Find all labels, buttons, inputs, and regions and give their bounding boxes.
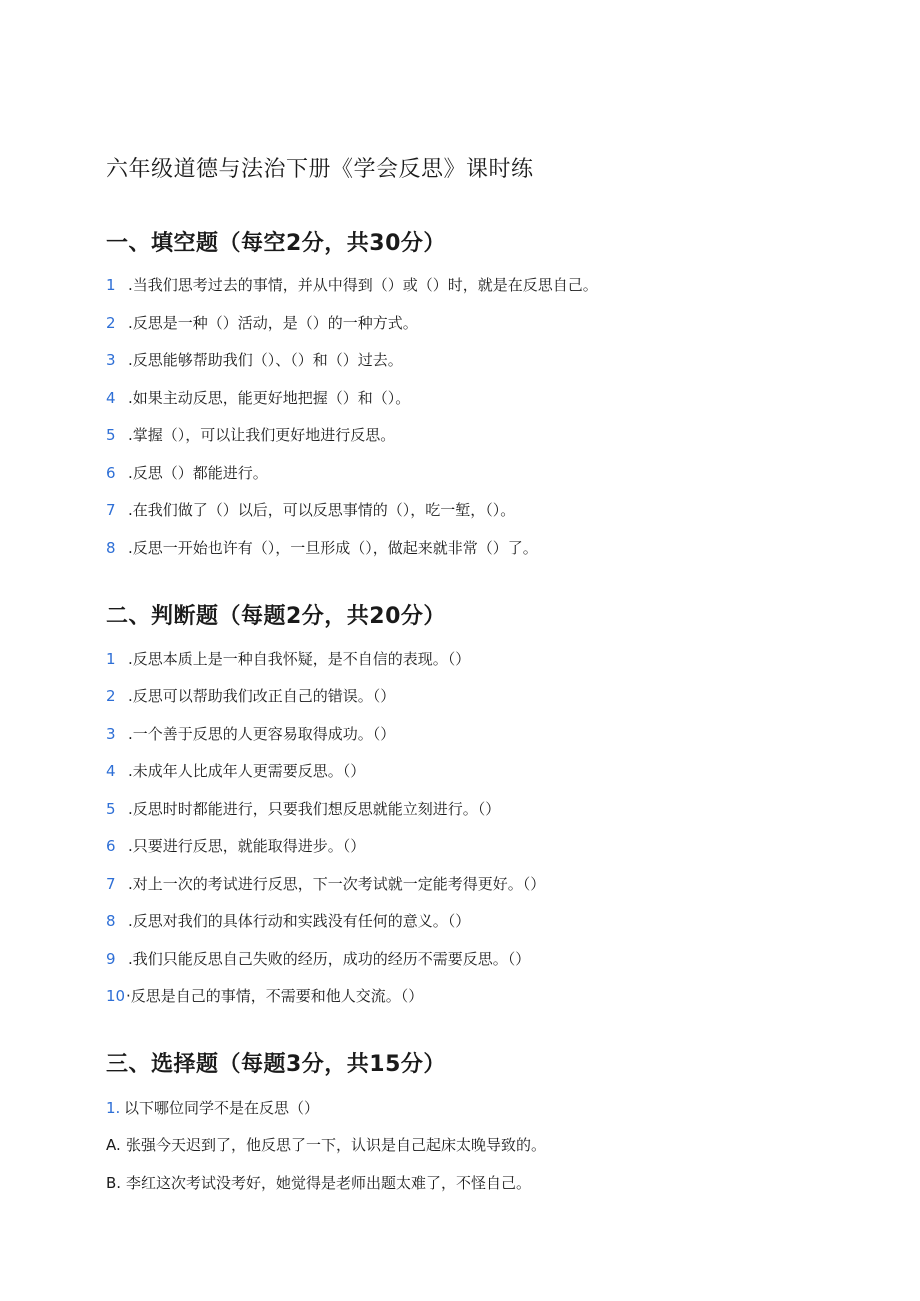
section-heading-fill-blank: 一、填空题（每空2分，共30分）	[106, 231, 446, 256]
question-item	[106, 910, 470, 932]
question-item	[106, 424, 395, 446]
question-number: 10	[106, 987, 126, 1005]
question-text: .当我们思考过去的事情，并从中得到（）或（）时，就是在反思自己。	[128, 276, 598, 294]
question-number: 5	[106, 800, 116, 818]
question-item	[106, 312, 418, 334]
section-heading-multiple-choice: 三、选择题（每题3分，共15分）	[106, 1052, 446, 1077]
question-number: 6	[106, 464, 116, 482]
question-text: .反思本质上是一种自我怀疑，是不自信的表现。（）	[128, 650, 471, 668]
question-text: .未成年人比成年人更需要反思。（）	[128, 762, 366, 780]
question-item	[106, 760, 365, 782]
question-number: 1	[106, 650, 116, 668]
question-number: 8	[106, 912, 116, 930]
choice-option	[106, 1134, 546, 1156]
question-item	[106, 723, 395, 745]
question-item	[106, 648, 470, 670]
question-number: 3	[106, 725, 116, 743]
question-item	[106, 274, 598, 296]
question-item	[106, 948, 530, 970]
question-number: 8	[106, 539, 116, 557]
question-item	[106, 537, 538, 559]
question-number: 5	[106, 426, 116, 444]
question-number: 9	[106, 950, 116, 968]
option-letter: A.	[106, 1136, 121, 1154]
question-item	[106, 387, 410, 409]
question-text: ·反思是自己的事情，不需要和他人交流。（）	[126, 987, 424, 1005]
question-number: 7	[106, 501, 116, 519]
question-text: .反思（）都能进行。	[128, 464, 268, 482]
question-number: 7	[106, 875, 116, 893]
question-text: .反思能够帮助我们（）、（）和（）过去。	[128, 351, 403, 369]
question-item	[106, 985, 423, 1007]
question-item	[106, 798, 500, 820]
question-item	[106, 462, 268, 484]
question-text: 以下哪位同学不是在反思（）	[124, 1099, 320, 1117]
question-text: .对上一次的考试进行反思，下一次考试就一定能考得更好。（）	[128, 875, 546, 893]
section-heading-true-false: 二、判断题（每题2分，共20分）	[106, 604, 446, 629]
question-number: 1.	[106, 1099, 121, 1117]
question-item	[106, 499, 515, 521]
question-text: .只要进行反思，就能取得进步。（）	[128, 837, 366, 855]
choice-option	[106, 1172, 531, 1194]
question-number: 1	[106, 276, 116, 294]
question-text: .反思可以帮助我们改正自己的错误。（）	[128, 687, 396, 705]
question-number: 4	[106, 389, 116, 407]
option-text: 李红这次考试没考好，她觉得是老师出题太难了，不怪自己。	[126, 1174, 532, 1192]
question-text: .反思是一种（）活动，是（）的一种方式。	[128, 314, 418, 332]
question-text: .反思对我们的具体行动和实践没有任何的意义。（）	[128, 912, 471, 930]
question-text: .如果主动反思，能更好地把握（）和（）。	[128, 389, 411, 407]
option-text: 张强今天迟到了，他反思了一下，认识是自己起床太晚导致的。	[126, 1136, 547, 1154]
question-text: .反思一开始也许有（），一旦形成（），做起来就非常（）了。	[128, 539, 538, 557]
question-text: .反思时时都能进行，只要我们想反思就能立刻进行。（）	[128, 800, 501, 818]
question-number: 2	[106, 314, 116, 332]
question-number: 4	[106, 762, 116, 780]
question-text: .在我们做了（）以后，可以反思事情的（），吃一堑，（）。	[128, 501, 516, 519]
question-text: .我们只能反思自己失败的经历，成功的经历不需要反思。（）	[128, 950, 531, 968]
option-letter: B.	[106, 1174, 122, 1192]
question-text: .掌握（），可以让我们更好地进行反思。	[128, 426, 396, 444]
question-item	[106, 1097, 319, 1119]
question-number: 6	[106, 837, 116, 855]
question-number: 2	[106, 687, 116, 705]
question-item	[106, 835, 365, 857]
page-title: 六年级道德与法治下册《学会反思》课时练	[106, 157, 534, 182]
question-text: .一个善于反思的人更容易取得成功。（）	[128, 725, 396, 743]
question-item	[106, 349, 403, 371]
question-item	[106, 873, 545, 895]
question-item	[106, 685, 395, 707]
question-number: 3	[106, 351, 116, 369]
